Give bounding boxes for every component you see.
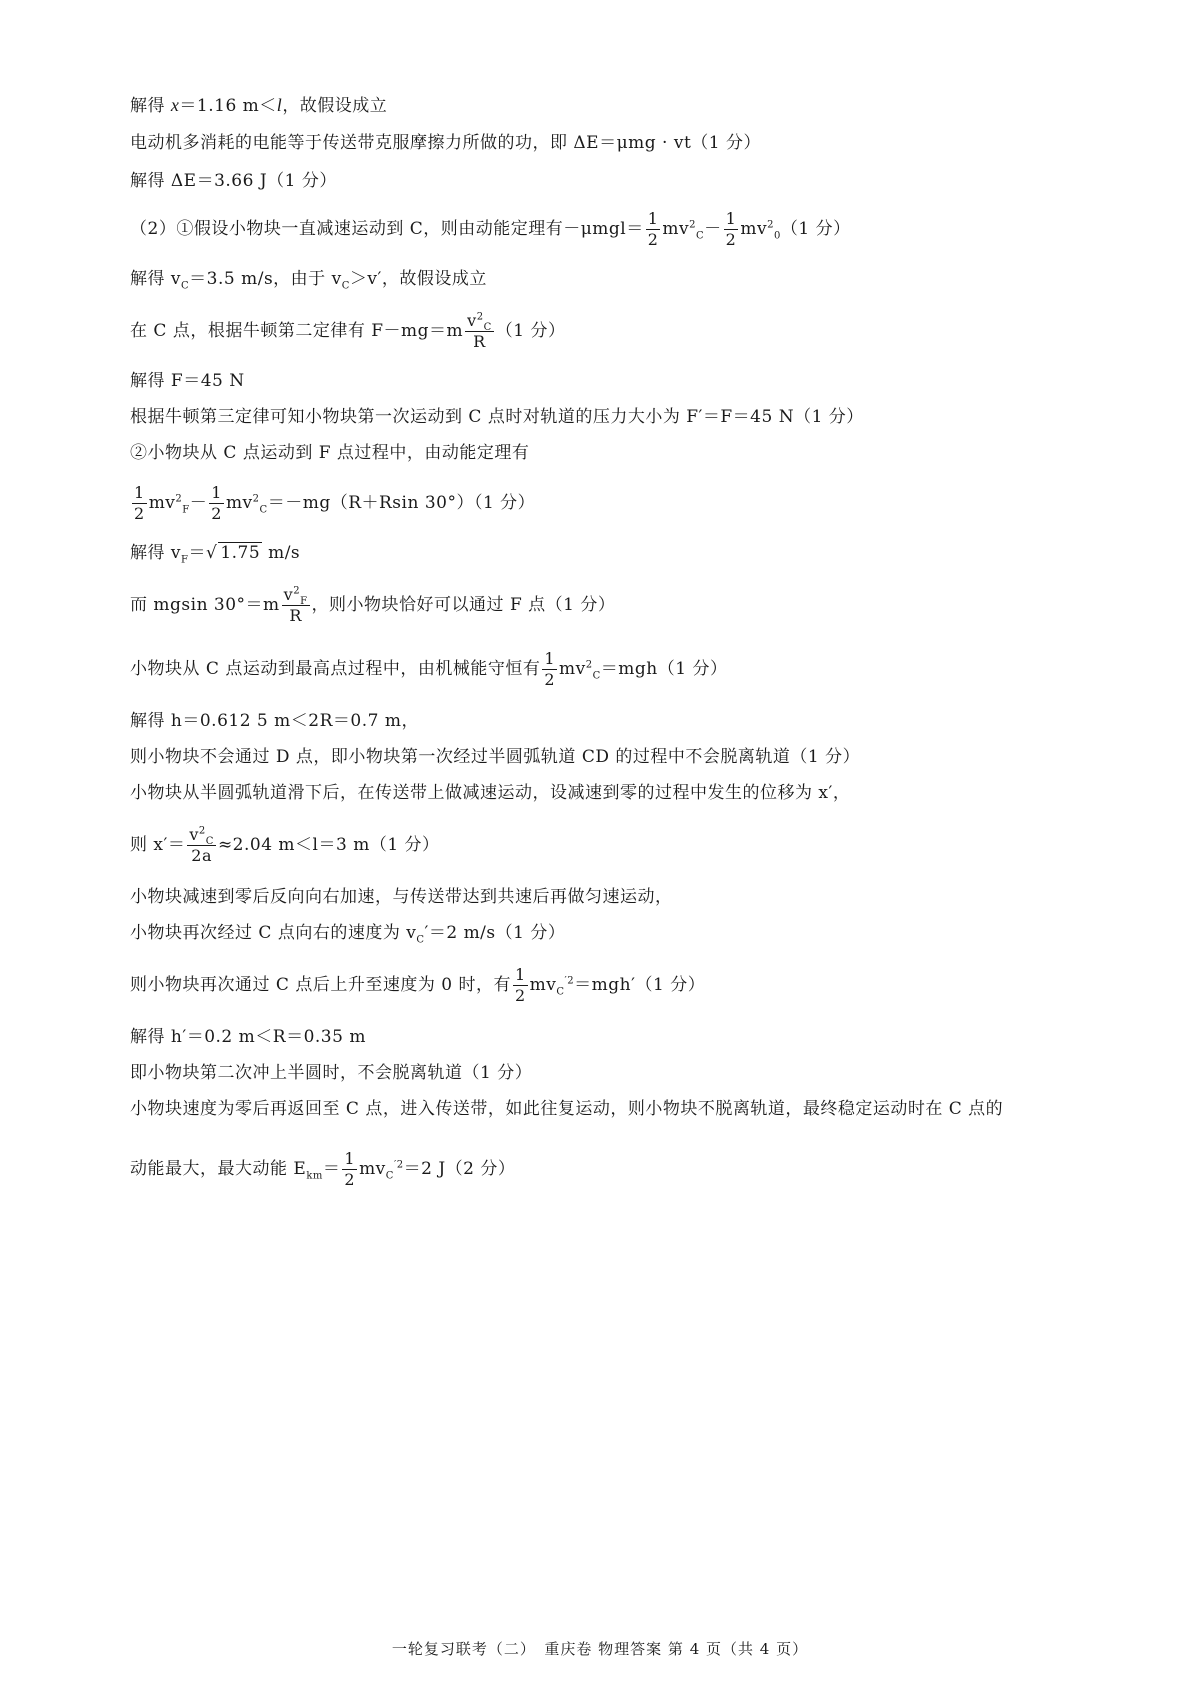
line-4: （2）①假设小物块一直减速运动到 C，则由动能定理有－μmgl＝ $\frac{1}{2}$ $mv^2_C-$ $\frac{1}{2}$ $mv^2_0(1$ 分） <box>130 209 851 249</box>
fraction: $\frac{v^2_F}{R}$ <box>283 585 308 625</box>
line-17: 则 x′＝ $\frac{v^2_C}{2a}$ ≈2.04 m＜l＝3 m（1 分） <box>130 825 440 865</box>
line-11: 解得 $v_F=√$ 1.75 m/s <box>130 543 301 566</box>
line-7: 解得 F＝45 N <box>130 371 245 391</box>
fraction: $\frac{1}{2}$ <box>647 209 659 249</box>
line-2: 电动机多消耗的电能等于传送带克服摩擦力所做的功，即 ΔE＝μmg · vt（1 分） <box>130 133 762 153</box>
fraction: $\frac{1}{2}$ <box>725 209 737 249</box>
line-23: 小物块速度为零后再返回至 C 点，进入传送带，如此往复运动，则小物块不脱离轨道，最终稳定运动时在 C 点的 <box>130 1099 1004 1119</box>
fraction: $\frac{1}{2}$ <box>344 1149 356 1189</box>
fraction: $\frac{1}{2}$ <box>211 483 222 523</box>
line-21: 解得 h′＝0.2 m＜R＝0.35 m <box>130 1027 366 1047</box>
fraction: $\frac{1}{2}$ <box>544 649 556 689</box>
line-22: 即小物块第二次冲上半圆时，不会脱离轨道（1 分） <box>130 1063 533 1083</box>
fraction: $\frac{v^2_C}{2a}$ <box>189 825 214 865</box>
line-16: 小物块从半圆弧轨道滑下后，在传送带上做减速运动，设减速到零的过程中发生的位移为 x′， <box>130 783 851 803</box>
fraction: $\frac{1}{2}$ <box>134 483 145 523</box>
line-8: 根据牛顿第三定律可知小物块第一次运动到 C 点时对轨道的压力大小为 F′＝F＝45 N（1 分） <box>130 407 864 427</box>
line-9: ②小物块从 C 点运动到 F 点过程中，由动能定理有 <box>130 443 530 463</box>
line-6: 在 C 点，根据牛顿第二定律有 F－mg＝m $\frac{v^2_C}{R}$ （1 分） <box>130 311 566 351</box>
line-20: 则小物块再次通过 C 点后上升至速度为 0 时，有 $\frac{1}{2}$ $mv_C^{'2}=mgh'(1$ 分） <box>130 965 706 1005</box>
fraction: $\frac{1}{2}$ <box>514 965 526 1005</box>
line-3: 解得 ΔE＝3.66 J（1 分） <box>130 171 337 191</box>
line-1: 解得 x＝1.16 m＜l，故假设成立 <box>130 95 388 116</box>
line-14: 解得 h＝0.612 5 m＜2R＝0.7 m， <box>130 711 419 731</box>
line-12: 而 mgsin 30°＝m $\frac{v^2_F}{R}$ ，则小物块恰好可以通过 F 点（1 分） <box>130 585 616 625</box>
page-footer: 一轮复习联考（二） 重庆卷 物理答案 第 4 页（共 4 页） <box>391 1640 809 1658</box>
line-15: 则小物块不会通过 D 点，即小物块第一次经过半圆弧轨道 CD 的过程中不会脱离轨道（1 分） <box>130 747 861 767</box>
fraction: $\frac{v^2_C}{R}$ <box>467 311 492 351</box>
line-24: 动能最大，最大动能 $E_{km}=$ $\frac{1}{2}$ $mv_C^{'2}=2$ J（2 分） <box>130 1149 516 1189</box>
line-10: $\frac{1}{2}$ $mv^2_F-$ $\frac{1}{2}$ $mv^2_C=-mg(R+Rsin$ 30°）（1 分） <box>134 483 536 523</box>
line-18: 小物块减速到零后反向向右加速，与传送带达到共速后再做匀速运动， <box>130 887 673 907</box>
line-5: 解得 $v_C=3.5$ m/s，由于 $v_C>v'$，故假设成立 <box>130 269 487 292</box>
line-13: 小物块从 C 点运动到最高点过程中，由机械能守恒有 $\frac{1}{2}$ $mv^2_C=mgh(1$ 分） <box>130 649 728 689</box>
line-19: 小物块再次经过 C 点向右的速度为 $v_C'=2$ m/s（1 分） <box>130 923 566 946</box>
